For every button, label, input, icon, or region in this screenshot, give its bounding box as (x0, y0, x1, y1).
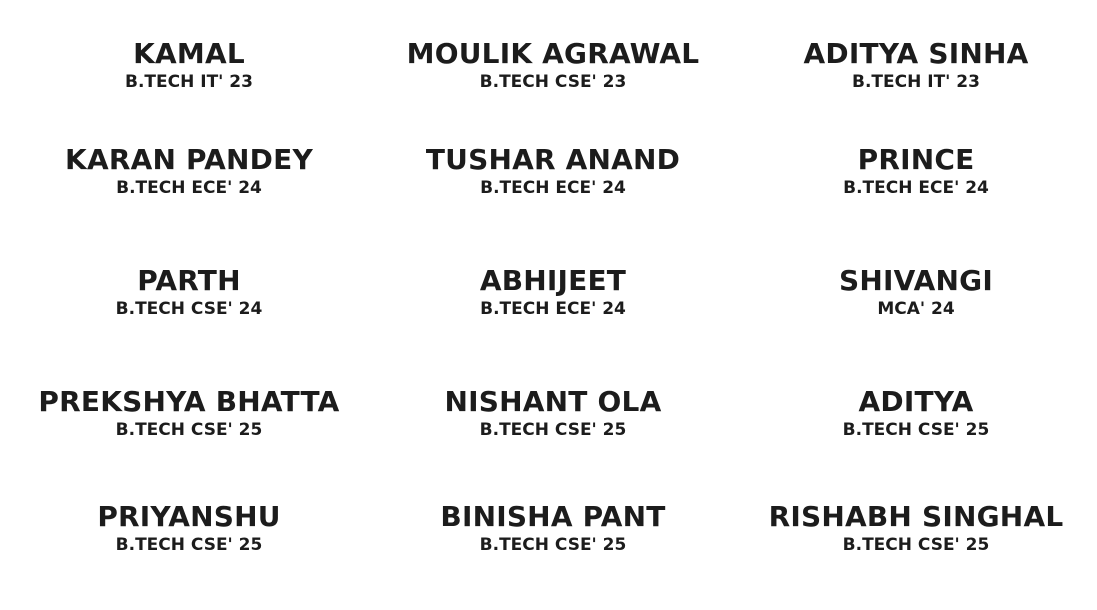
member-course: B.TECH ECE' 24 (843, 178, 989, 198)
member-card (9, 265, 369, 320)
member-course: B.TECH IT' 23 (852, 72, 980, 92)
member-name: BINISHA PANT (440, 500, 666, 533)
member-course: B.TECH CSE' 25 (115, 420, 263, 440)
member-course: B.TECH CSE' 24 (115, 299, 263, 319)
member-name: ADITYA (858, 385, 974, 418)
member-name: MOULIK AGRAWAL (406, 37, 700, 70)
member-course: B.TECH CSE' 25 (842, 420, 990, 440)
member-course: B.TECH ECE' 24 (116, 178, 262, 198)
member-course: B.TECH CSE' 25 (479, 535, 627, 555)
member-name: RISHABH SINGHAL (768, 500, 1064, 533)
member-name: PRINCE (857, 143, 975, 176)
member-name: ABHIJEET (479, 264, 627, 297)
member-name: PARTH (137, 264, 241, 297)
member-course: B.TECH CSE' 25 (842, 535, 990, 555)
member-card (9, 38, 369, 93)
member-name: KARAN PANDEY (65, 143, 313, 176)
member-card (373, 38, 733, 93)
member-course: B.TECH CSE' 23 (479, 72, 627, 92)
member-name: SHIVANGI (839, 264, 993, 297)
member-name: PRIYANSHU (97, 500, 281, 533)
member-course: B.TECH CSE' 25 (479, 420, 627, 440)
member-card (736, 144, 1096, 199)
member-name: ADITYA SINHA (803, 37, 1029, 70)
member-name: PREKSHYA BHATTA (38, 385, 340, 418)
member-card (373, 501, 733, 556)
member-card (736, 38, 1096, 93)
member-card (373, 265, 733, 320)
member-card (736, 265, 1096, 320)
member-course: B.TECH IT' 23 (125, 72, 253, 92)
member-course: B.TECH CSE' 25 (115, 535, 263, 555)
member-name: TUSHAR ANAND (425, 143, 681, 176)
member-card (736, 386, 1096, 441)
member-course: B.TECH ECE' 24 (480, 178, 626, 198)
member-card (9, 501, 369, 556)
member-card (373, 144, 733, 199)
member-name: KAMAL (133, 37, 245, 70)
member-card (373, 386, 733, 441)
member-card (9, 386, 369, 441)
member-card (9, 144, 369, 199)
member-name: NISHANT OLA (444, 385, 662, 418)
member-course: MCA' 24 (877, 299, 955, 319)
member-card (736, 501, 1096, 556)
member-course: B.TECH ECE' 24 (480, 299, 626, 319)
